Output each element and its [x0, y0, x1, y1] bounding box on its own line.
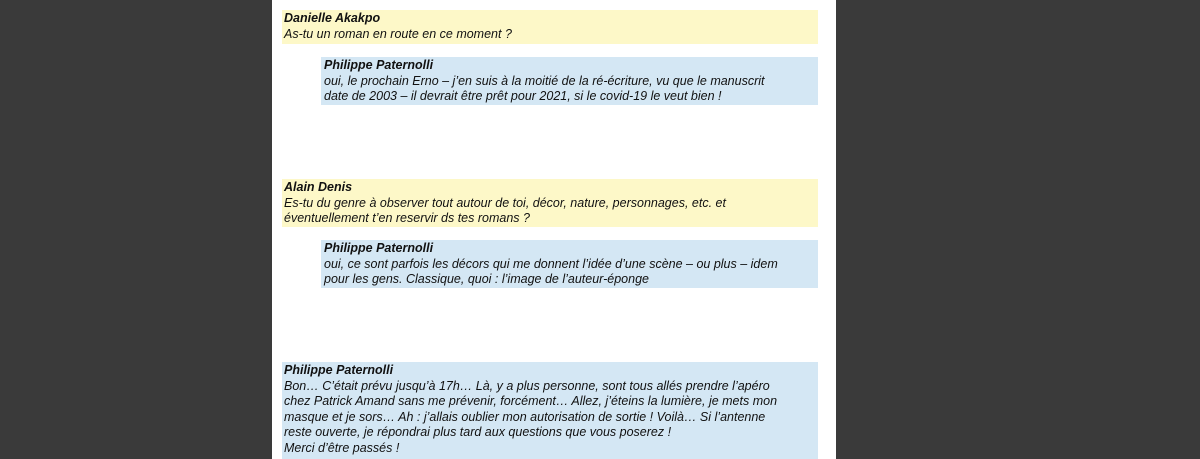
answer-author: Philippe Paternolli — [324, 241, 434, 255]
answer-block — [321, 240, 818, 288]
question-author: Danielle Akakpo — [284, 11, 381, 25]
document-page — [272, 0, 836, 459]
closing-message-block — [282, 362, 818, 459]
question-block — [282, 179, 818, 227]
closing-author: Philippe Paternolli — [284, 363, 394, 377]
question-author: Alain Denis — [284, 180, 353, 194]
closing-text: Bon… C’était prévu jusqu’à 17h… Là, y a plus personne, sont tous allés prendre l’apéro chez Patrick Amand sans me prévenir, forcément… Allez, j’éteins la lumière, je mets mon masque et je sors… Ah : j’allais oublier mon autorisation de sortie ! Voilà… Si l’antenne reste ouverte, je répondrai plus tard aux questions que vous poserez ! Merci d’être passés ! — [284, 378, 778, 455]
answer-block — [321, 57, 818, 105]
question-text: As-tu un roman en route en ce moment ? — [284, 26, 512, 41]
answer-text: oui, ce sont parfois les décors qui me donnent l’idée d’une scène – ou plus – idem pour les gens. Classique, quoi : l’image de l’auteur-éponge — [324, 256, 778, 286]
question-text: Es-tu du genre à observer tout autour de toi, décor, nature, personnages, etc. et éventuellement t’en reservir ds tes romans ? — [284, 195, 726, 225]
question-block — [282, 10, 818, 44]
answer-author: Philippe Paternolli — [324, 58, 434, 72]
answer-text: oui, le prochain Erno – j’en suis à la moitié de la ré-écriture, vu que le manuscrit date de 2003 – il devrait être prêt pour 2021, si le covid-19 le veut bien ! — [324, 73, 765, 103]
